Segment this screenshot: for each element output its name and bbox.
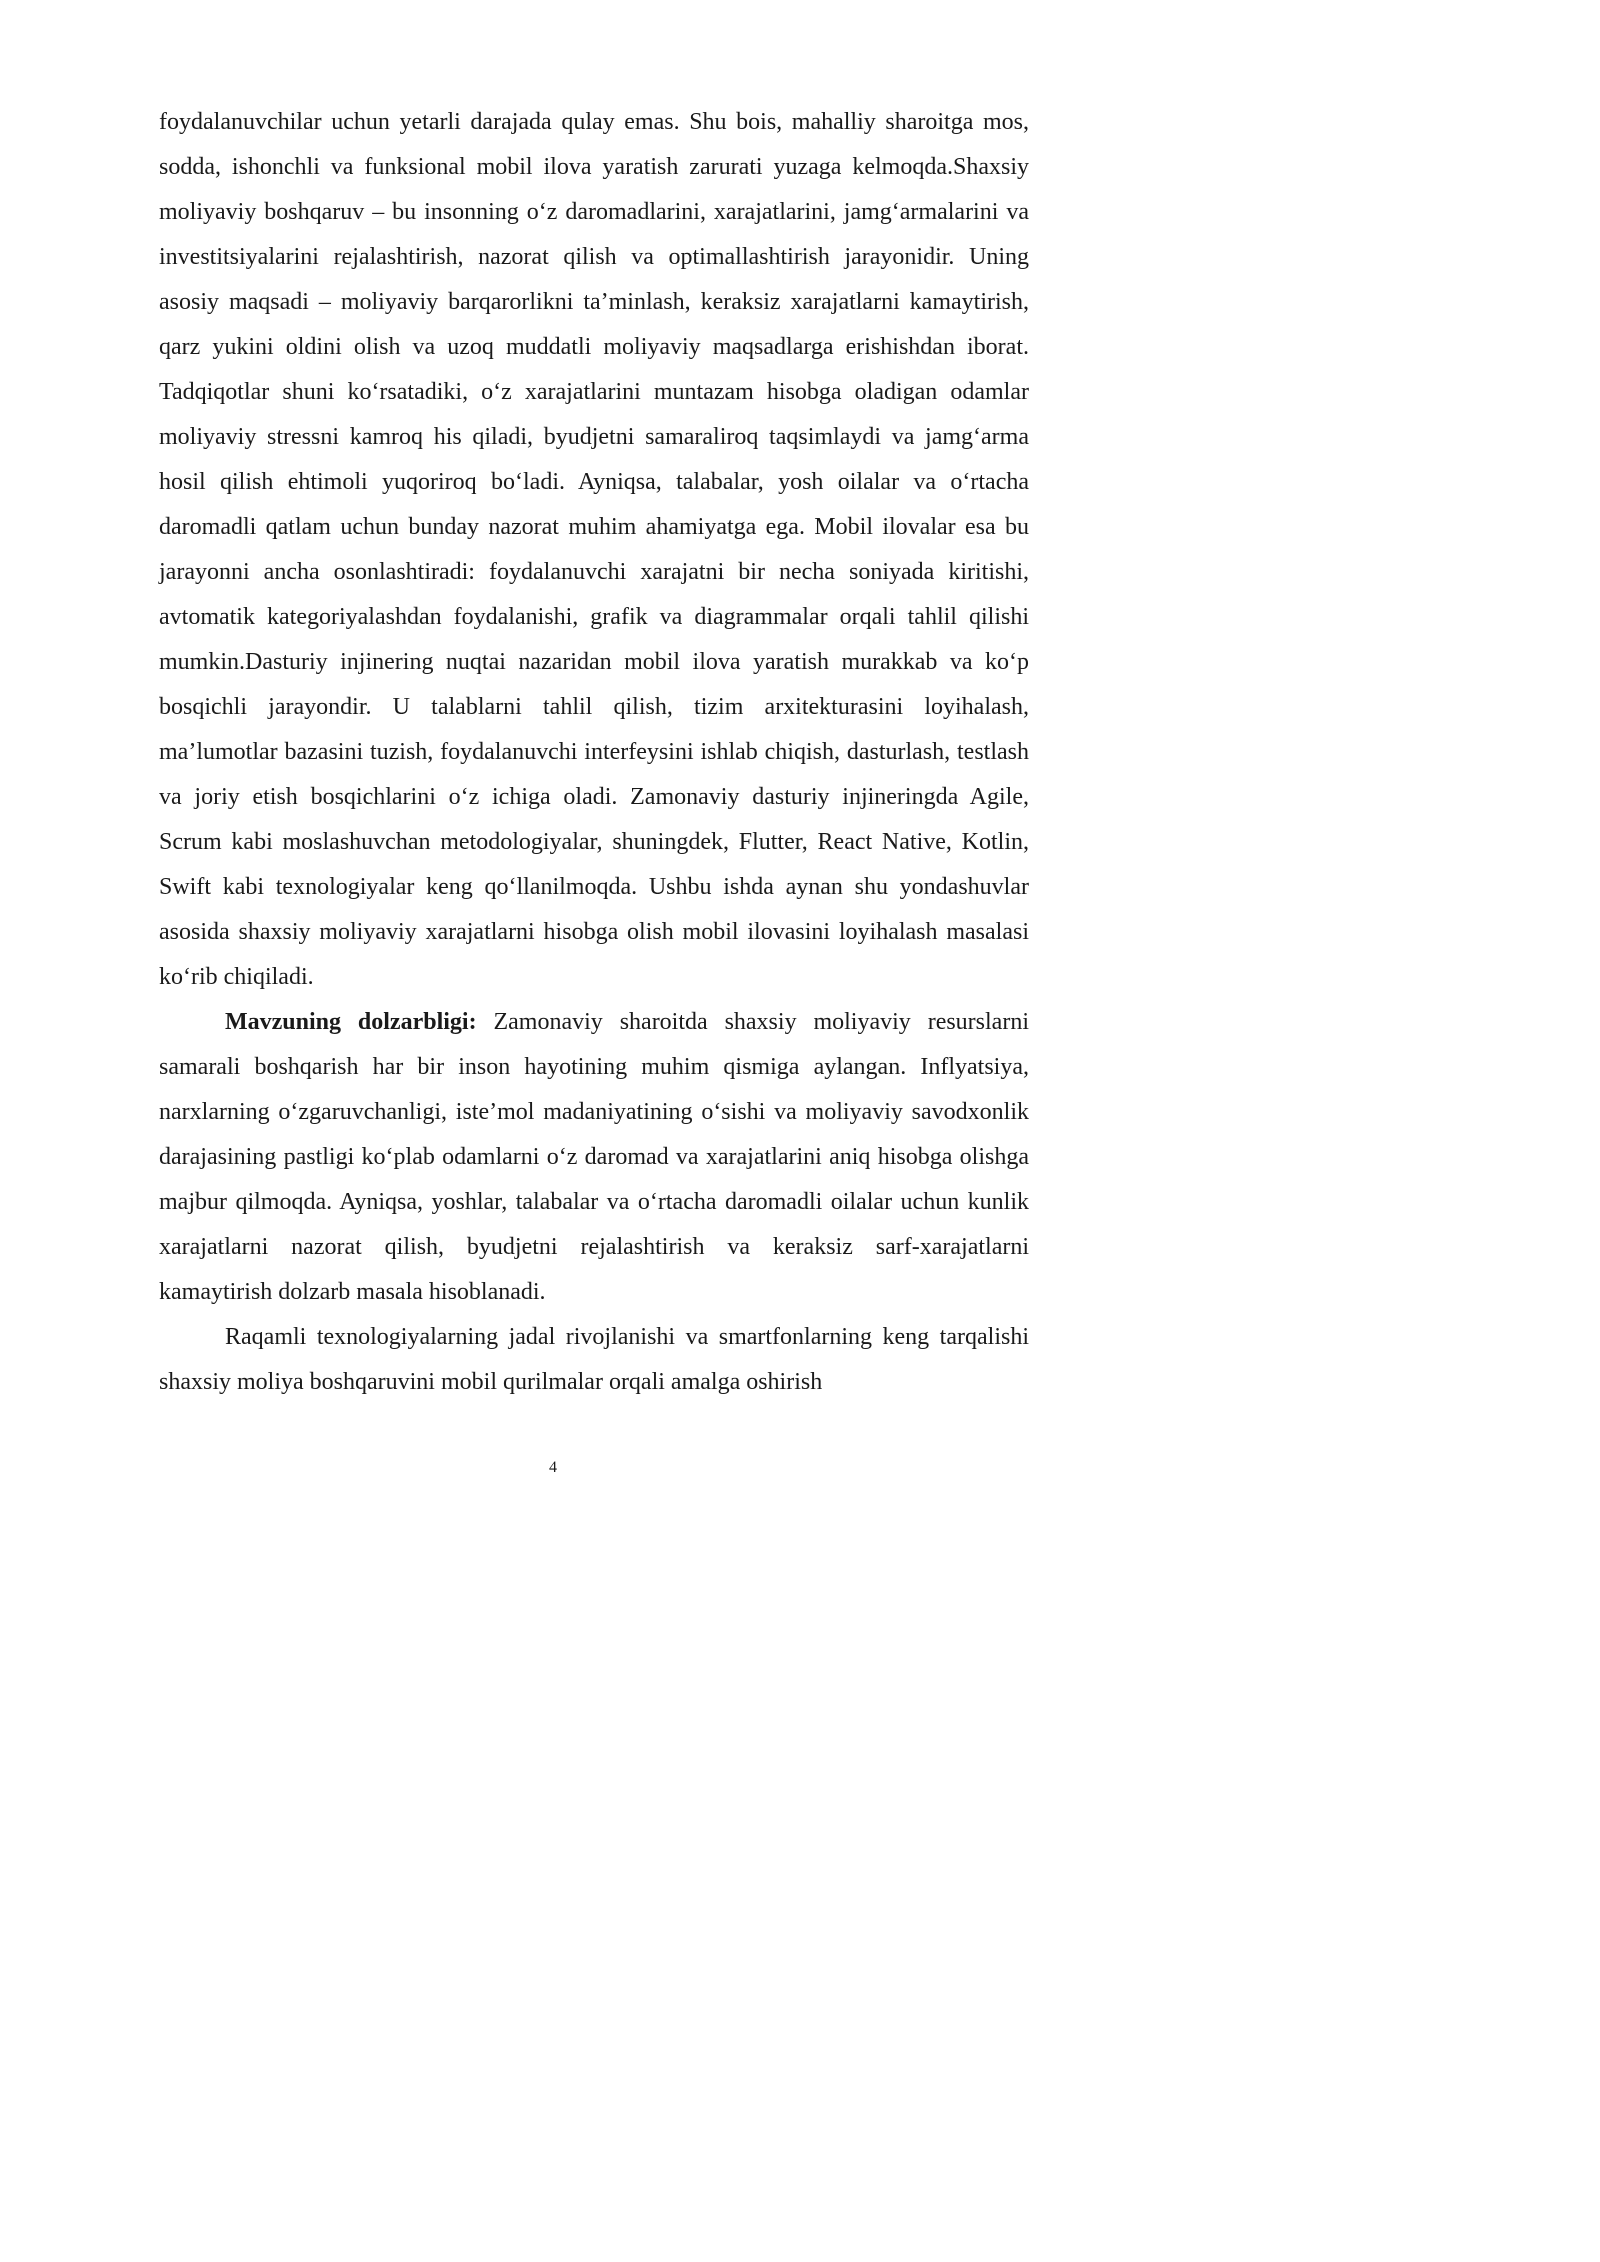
paragraph-text: foydalanuvchilar uchun yetarli darajada qulay emas. Shu bois, mahalliy sharoitga mos, sodda, ishonchli va funksional mobil ilova yaratish zarurati yuzaga kelmoqda.Shaxsiy moliyaviy boshqaruv – bu insonning o‘z daromadlarini, xarajatlarini, jamg‘armalarini va investitsiyalarini rejalashtirish, nazorat qilish va optimallashtirish jarayonidir. Uning asosiy maqsadi – moliyaviy barqarorlikni ta’minlash, keraksiz xarajatlarni kamaytirish, qarz yukini oldini olish va uzoq muddatli moliyaviy maqsadlarga erishishdan iborat. Tadqiqotlar shuni ko‘rsatadiki, o‘z xarajatlarini muntazam hisobga oladigan odamlar moliyaviy stressni kamroq his qiladi, byudjetni samaraliroq taqsimlaydi va jamg‘arma hosil qilish ehtimoli yuqoriroq bo‘ladi. Ayniqsa, talabalar, yosh oilalar va o‘rtacha daromadli qatlam uchun bunday nazorat muhim ahamiyatga ega. Mobil ilovalar esa bu jarayonni ancha osonlashtiradi: foydalanuvchi xarajatni bir necha soniyada kiritishi, avtomatik kategoriyalashdan foydalanishi, grafik va diagrammalar orqali tahlil qilishi mumkin.Dasturiy injinering nuqtai nazaridan mobil ilova yaratish murakkab va ko‘p bosqichli jarayondir. U talablarni tahlil qilish, tizim arxitekturasini loyihalash, ma’lumotlar bazasini tuzish, foydalanuvchi interfeysini ishlab chiqish, dasturlash, testlash va joriy etish bosqichlarini o‘z ichiga oladi. Zamonaviy dasturiy injineringda Agile, Scrum kabi moslashuvchan metodologiyalar, shuningdek, Flutter, React Native, Kotlin, Swift kabi texnologiyalar keng qo‘llanilmoqda. Ushbu ishda aynan shu yondashuvlar asosida shaxsiy moliyaviy xarajatlarni hisobga olish mobil ilovasini loyihalash masalasi ko‘rib chiqiladi.: [159, 109, 1029, 990]
document-page: [0, 0, 1106, 1563]
section-heading-relevance: Mavzuning dolzarbligi:: [225, 1009, 477, 1035]
paragraph-intro-continuation: [159, 100, 1029, 1000]
paragraph-relevance: [159, 1000, 1029, 1315]
paragraph-text: Zamonaviy sharoitda shaxsiy moliyaviy resurslarni samarali boshqarish har bir inson hayotining muhim qismiga aylangan. Inflyatsiya, narxlarning o‘zgaruvchanligi, iste’mol madaniyatining o‘sishi va moliyaviy savodxonlik darajasining pastligi ko‘plab odamlarni o‘z daromad va xarajatlarini aniq hisobga olishga majbur qilmoqda. Ayniqsa, yoshlar, talabalar va o‘rtacha daromadli oilalar uchun kunlik xarajatlarni nazorat qilish, byudjetni rejalashtirish va keraksiz sarf-xarajatlarni kamaytirish dolzarb masala hisoblanadi.: [159, 1009, 1029, 1305]
body-text: [159, 100, 1029, 1405]
paragraph-digital-technologies: [159, 1315, 1029, 1405]
paragraph-text: Raqamli texnologiyalarning jadal rivojlanishi va smartfonlarning keng tarqalishi shaxsiy moliya boshqaruvini mobil qurilmalar orqali amalga oshirish: [159, 1324, 1029, 1395]
page-number: 4: [549, 1459, 557, 1476]
